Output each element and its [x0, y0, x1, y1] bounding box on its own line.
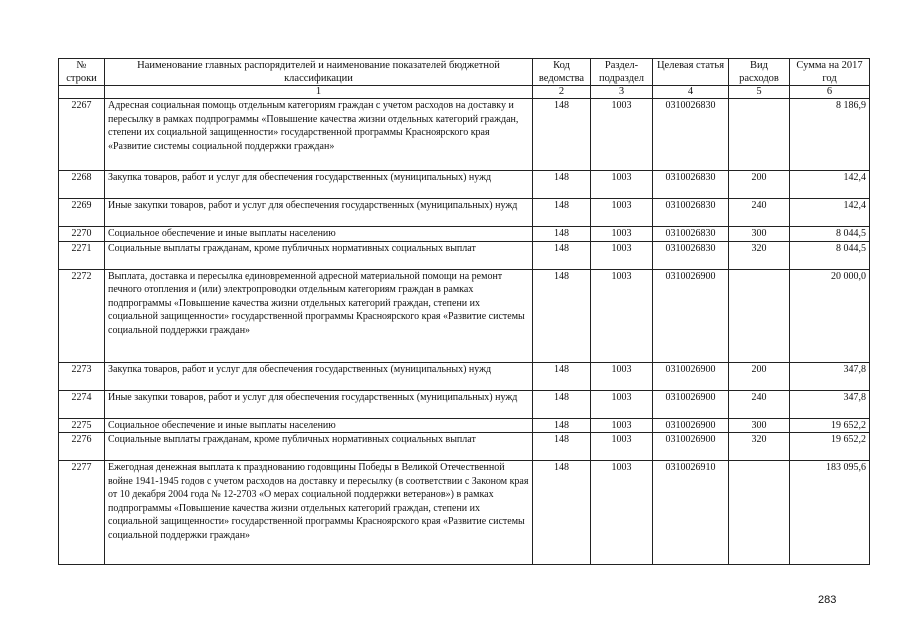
row-section: 1003 [591, 241, 653, 269]
row-target: 0310026900 [653, 433, 729, 461]
row-dept-code: 148 [533, 461, 591, 565]
row-target: 0310026910 [653, 461, 729, 565]
header-num-4: 4 [653, 86, 729, 99]
row-number: 2276 [59, 433, 105, 461]
row-sum: 8 186,9 [790, 99, 870, 171]
header-target: Целевая статья [653, 59, 729, 86]
row-sum: 19 652,2 [790, 433, 870, 461]
row-target: 0310026900 [653, 362, 729, 390]
row-expense-type [729, 461, 790, 565]
header-sum: Сумма на 2017 год [790, 59, 870, 86]
row-sum: 142,4 [790, 199, 870, 227]
row-section: 1003 [591, 390, 653, 418]
row-number: 2271 [59, 241, 105, 269]
header-dept-code: Код ведомства [533, 59, 591, 86]
row-number: 2267 [59, 99, 105, 171]
header-row-number: № строки [59, 59, 105, 86]
header-numbers-row [59, 86, 870, 99]
row-name: Социальные выплаты гражданам, кроме публичных нормативных социальных выплат [105, 433, 533, 461]
row-sum: 8 044,5 [790, 227, 870, 242]
row-section: 1003 [591, 269, 653, 362]
row-section: 1003 [591, 171, 653, 199]
budget-table [58, 58, 870, 565]
row-name: Иные закупки товаров, работ и услуг для обеспечения государственных (муниципальных) нужд [105, 199, 533, 227]
header-section: Раздел-подраздел [591, 59, 653, 86]
header-row [59, 59, 870, 86]
row-dept-code: 148 [533, 227, 591, 242]
table-row [59, 227, 870, 242]
header-name: Наименование главных распорядителей и наименование показателей бюджетной классификации [105, 59, 533, 86]
header-num-1: 1 [105, 86, 533, 99]
document-page [58, 58, 869, 565]
row-section: 1003 [591, 433, 653, 461]
row-section: 1003 [591, 199, 653, 227]
row-section: 1003 [591, 461, 653, 565]
row-sum: 19 652,2 [790, 418, 870, 433]
row-name: Социальное обеспечение и иные выплаты населению [105, 227, 533, 242]
row-expense-type: 320 [729, 241, 790, 269]
table-row [59, 241, 870, 269]
row-target: 0310026830 [653, 171, 729, 199]
row-sum: 20 000,0 [790, 269, 870, 362]
row-dept-code: 148 [533, 433, 591, 461]
header-num-3: 3 [591, 86, 653, 99]
row-expense-type: 200 [729, 171, 790, 199]
row-target: 0310026830 [653, 199, 729, 227]
table-row [59, 362, 870, 390]
row-dept-code: 148 [533, 390, 591, 418]
row-expense-type: 240 [729, 199, 790, 227]
row-sum: 8 044,5 [790, 241, 870, 269]
row-expense-type: 240 [729, 390, 790, 418]
row-number: 2274 [59, 390, 105, 418]
row-target: 0310026830 [653, 99, 729, 171]
table-body [59, 99, 870, 565]
row-name: Закупка товаров, работ и услуг для обеспечения государственных (муниципальных) нужд [105, 362, 533, 390]
row-section: 1003 [591, 418, 653, 433]
row-target: 0310026830 [653, 241, 729, 269]
row-expense-type: 320 [729, 433, 790, 461]
header-num-5: 5 [729, 86, 790, 99]
row-number: 2268 [59, 171, 105, 199]
row-number: 2277 [59, 461, 105, 565]
row-section: 1003 [591, 227, 653, 242]
table-row [59, 461, 870, 565]
row-expense-type [729, 99, 790, 171]
row-number: 2275 [59, 418, 105, 433]
row-dept-code: 148 [533, 171, 591, 199]
table-row [59, 269, 870, 362]
row-dept-code: 148 [533, 99, 591, 171]
row-sum: 142,4 [790, 171, 870, 199]
row-name: Выплата, доставка и пересылка единовременной адресной материальной помощи на ремонт печного отопления и (или) электропроводки отдельным категориям граждан в рамках подпрограммы «Повышение качества жизни отдельных категорий граждан, степени их социальной защищенности» государственной программы Красноярского края «Развитие системы социальной поддержки граждан» [105, 269, 533, 362]
row-dept-code: 148 [533, 269, 591, 362]
table-row [59, 433, 870, 461]
row-sum: 347,8 [790, 362, 870, 390]
header-num-blank [59, 86, 105, 99]
row-name: Социальные выплаты гражданам, кроме публичных нормативных социальных выплат [105, 241, 533, 269]
row-sum: 183 095,6 [790, 461, 870, 565]
row-number: 2270 [59, 227, 105, 242]
row-target: 0310026900 [653, 269, 729, 362]
table-row [59, 199, 870, 227]
row-expense-type [729, 269, 790, 362]
table-row [59, 390, 870, 418]
table-row [59, 171, 870, 199]
row-expense-type: 300 [729, 227, 790, 242]
row-target: 0310026900 [653, 418, 729, 433]
row-expense-type: 200 [729, 362, 790, 390]
table-row [59, 418, 870, 433]
row-target: 0310026900 [653, 390, 729, 418]
row-sum: 347,8 [790, 390, 870, 418]
row-number: 2273 [59, 362, 105, 390]
header-expense-type: Вид расходов [729, 59, 790, 86]
header-num-2: 2 [533, 86, 591, 99]
row-number: 2269 [59, 199, 105, 227]
row-number: 2272 [59, 269, 105, 362]
row-dept-code: 148 [533, 362, 591, 390]
row-name: Социальное обеспечение и иные выплаты населению [105, 418, 533, 433]
page-number: 283 [818, 594, 837, 606]
row-name: Иные закупки товаров, работ и услуг для обеспечения государственных (муниципальных) нужд [105, 390, 533, 418]
row-dept-code: 148 [533, 241, 591, 269]
row-section: 1003 [591, 362, 653, 390]
row-section: 1003 [591, 99, 653, 171]
row-target: 0310026830 [653, 227, 729, 242]
row-expense-type: 300 [729, 418, 790, 433]
row-name: Закупка товаров, работ и услуг для обеспечения государственных (муниципальных) нужд [105, 171, 533, 199]
row-name: Ежегодная денежная выплата к празднованию годовщины Победы в Великой Отечественной войне 1941-1945 годов с учетом расходов на доставку и пересылку (в соответствии с Законом края от 10 декабря 2004 года № 12-2703 «О мерах социальной поддержки ветеранов») в рамках подпрограммы «Повышение качества жизни отдельных категорий граждан, степени их социальной защищенности» государственной программы Красноярского края «Развитие системы социальной поддержки граждан» [105, 461, 533, 565]
row-dept-code: 148 [533, 199, 591, 227]
header-num-6: 6 [790, 86, 870, 99]
table-row [59, 99, 870, 171]
row-name: Адресная социальная помощь отдельным категориям граждан с учетом расходов на доставку и пересылку в рамках подпрограммы «Повышение качества жизни отдельных категорий граждан, степени их социальной защищенности» государственной программы Красноярского края «Развитие системы социальной поддержки граждан» [105, 99, 533, 171]
row-dept-code: 148 [533, 418, 591, 433]
